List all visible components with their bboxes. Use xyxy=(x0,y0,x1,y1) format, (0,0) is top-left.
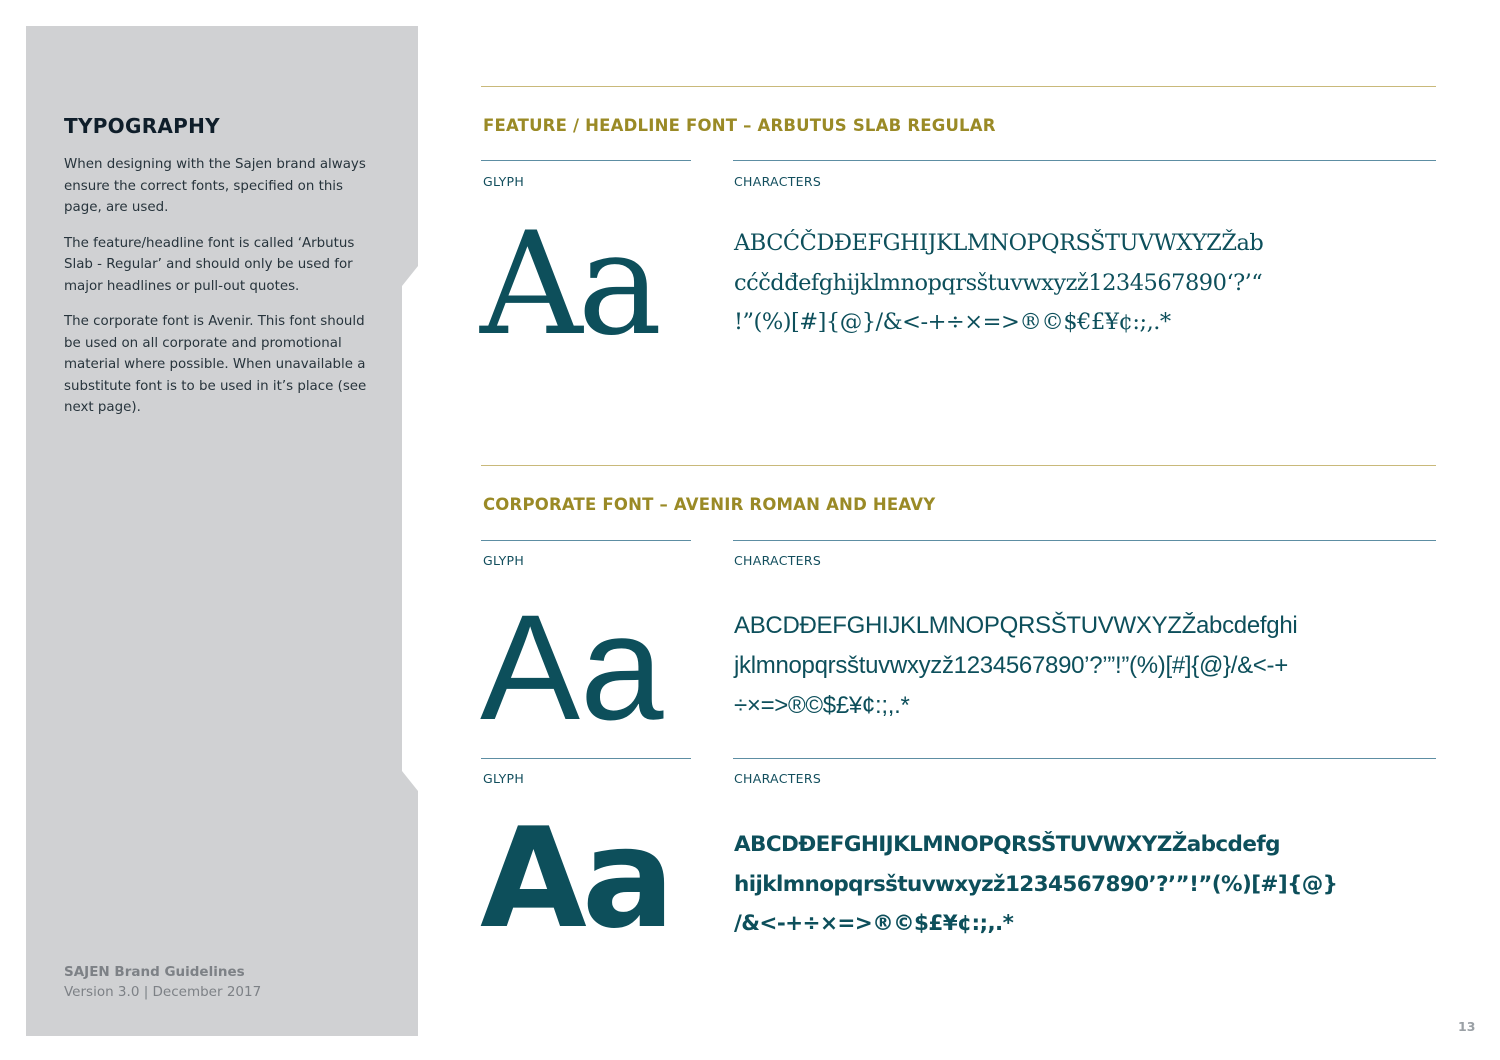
intro-paragraph: When designing with the Sajen brand always ensure the correct fonts, specified on this page, are used. xyxy=(64,157,366,215)
roman-glyph-sample: Aa xyxy=(480,583,664,751)
sidebar-content xyxy=(64,114,369,433)
headline-font-paragraph: The feature/headline font is called ‘Arbutus Slab - Regular’ and should only be used for major headlines or pull-out quotes. xyxy=(64,235,355,294)
characters-divider xyxy=(733,160,1436,161)
footer-brand: SAJEN Brand Guidelines xyxy=(64,964,245,980)
glyph-label: GLYPH xyxy=(483,553,525,568)
page-number: 13 xyxy=(1458,1019,1476,1034)
sidebar-panel xyxy=(26,26,418,1036)
heavy-character-set: ABCDĐEFGHIJKLMNOPQRSŠTUVWXYZŽabcdefg hijklmnopqrsštuvwxyzž1234567890’?’”!”(%)[#]{@} /&<-+÷×=>®©$£¥¢:;,.* xyxy=(734,832,1338,936)
characters-label: CHARACTERS xyxy=(734,174,822,189)
corporate-font-paragraph: The corporate font is Avenir. This font should be used on all corporate and promotional material where possible. When unavailable a substitute font is to be used in it’s place (see next page). xyxy=(64,314,367,415)
glyph-divider xyxy=(481,160,691,161)
glyph-divider xyxy=(481,758,691,759)
slab-glyph-sample: Aa xyxy=(480,202,658,367)
slab-character-set: ABCĆČDĐEFGHIJKLMNOPQRSŠTUVWXYZŽab cćčdđefghijklmnopqrsštuvwxyzž1234567890‘?’“ !”(%)[#]{@}/&<-+÷×=>®©$€£¥¢:;,.* xyxy=(734,230,1264,335)
section-divider-corporate xyxy=(481,465,1436,466)
glyph-divider xyxy=(481,540,691,541)
glyph-label: GLYPH xyxy=(483,174,525,189)
characters-divider xyxy=(733,758,1436,759)
section-divider-feature xyxy=(481,86,1436,87)
feature-font-heading: FEATURE / HEADLINE FONT – ARBUTUS SLAB REGULAR xyxy=(483,116,996,135)
glyph-label: GLYPH xyxy=(483,771,525,786)
page-title: TYPOGRAPHY xyxy=(64,114,220,138)
characters-divider xyxy=(733,540,1436,541)
heavy-glyph-sample: Aa xyxy=(480,798,670,959)
sidebar-footer xyxy=(64,962,261,1002)
characters-label: CHARACTERS xyxy=(734,553,822,568)
footer-version: Version 3.0 | December 2017 xyxy=(64,984,262,1000)
roman-character-set: ABCDĐEFGHIJKLMNOPQRSŠTUVWXYZŽabcdefghi jklmnopqrsštuvwxyzž1234567890’?’”!”(%)[#]{@}/&<-+ ÷×=>®©$£¥¢:;,.* xyxy=(734,612,1298,719)
characters-label: CHARACTERS xyxy=(734,771,822,786)
corporate-font-heading: CORPORATE FONT – AVENIR ROMAN AND HEAVY xyxy=(483,495,936,514)
